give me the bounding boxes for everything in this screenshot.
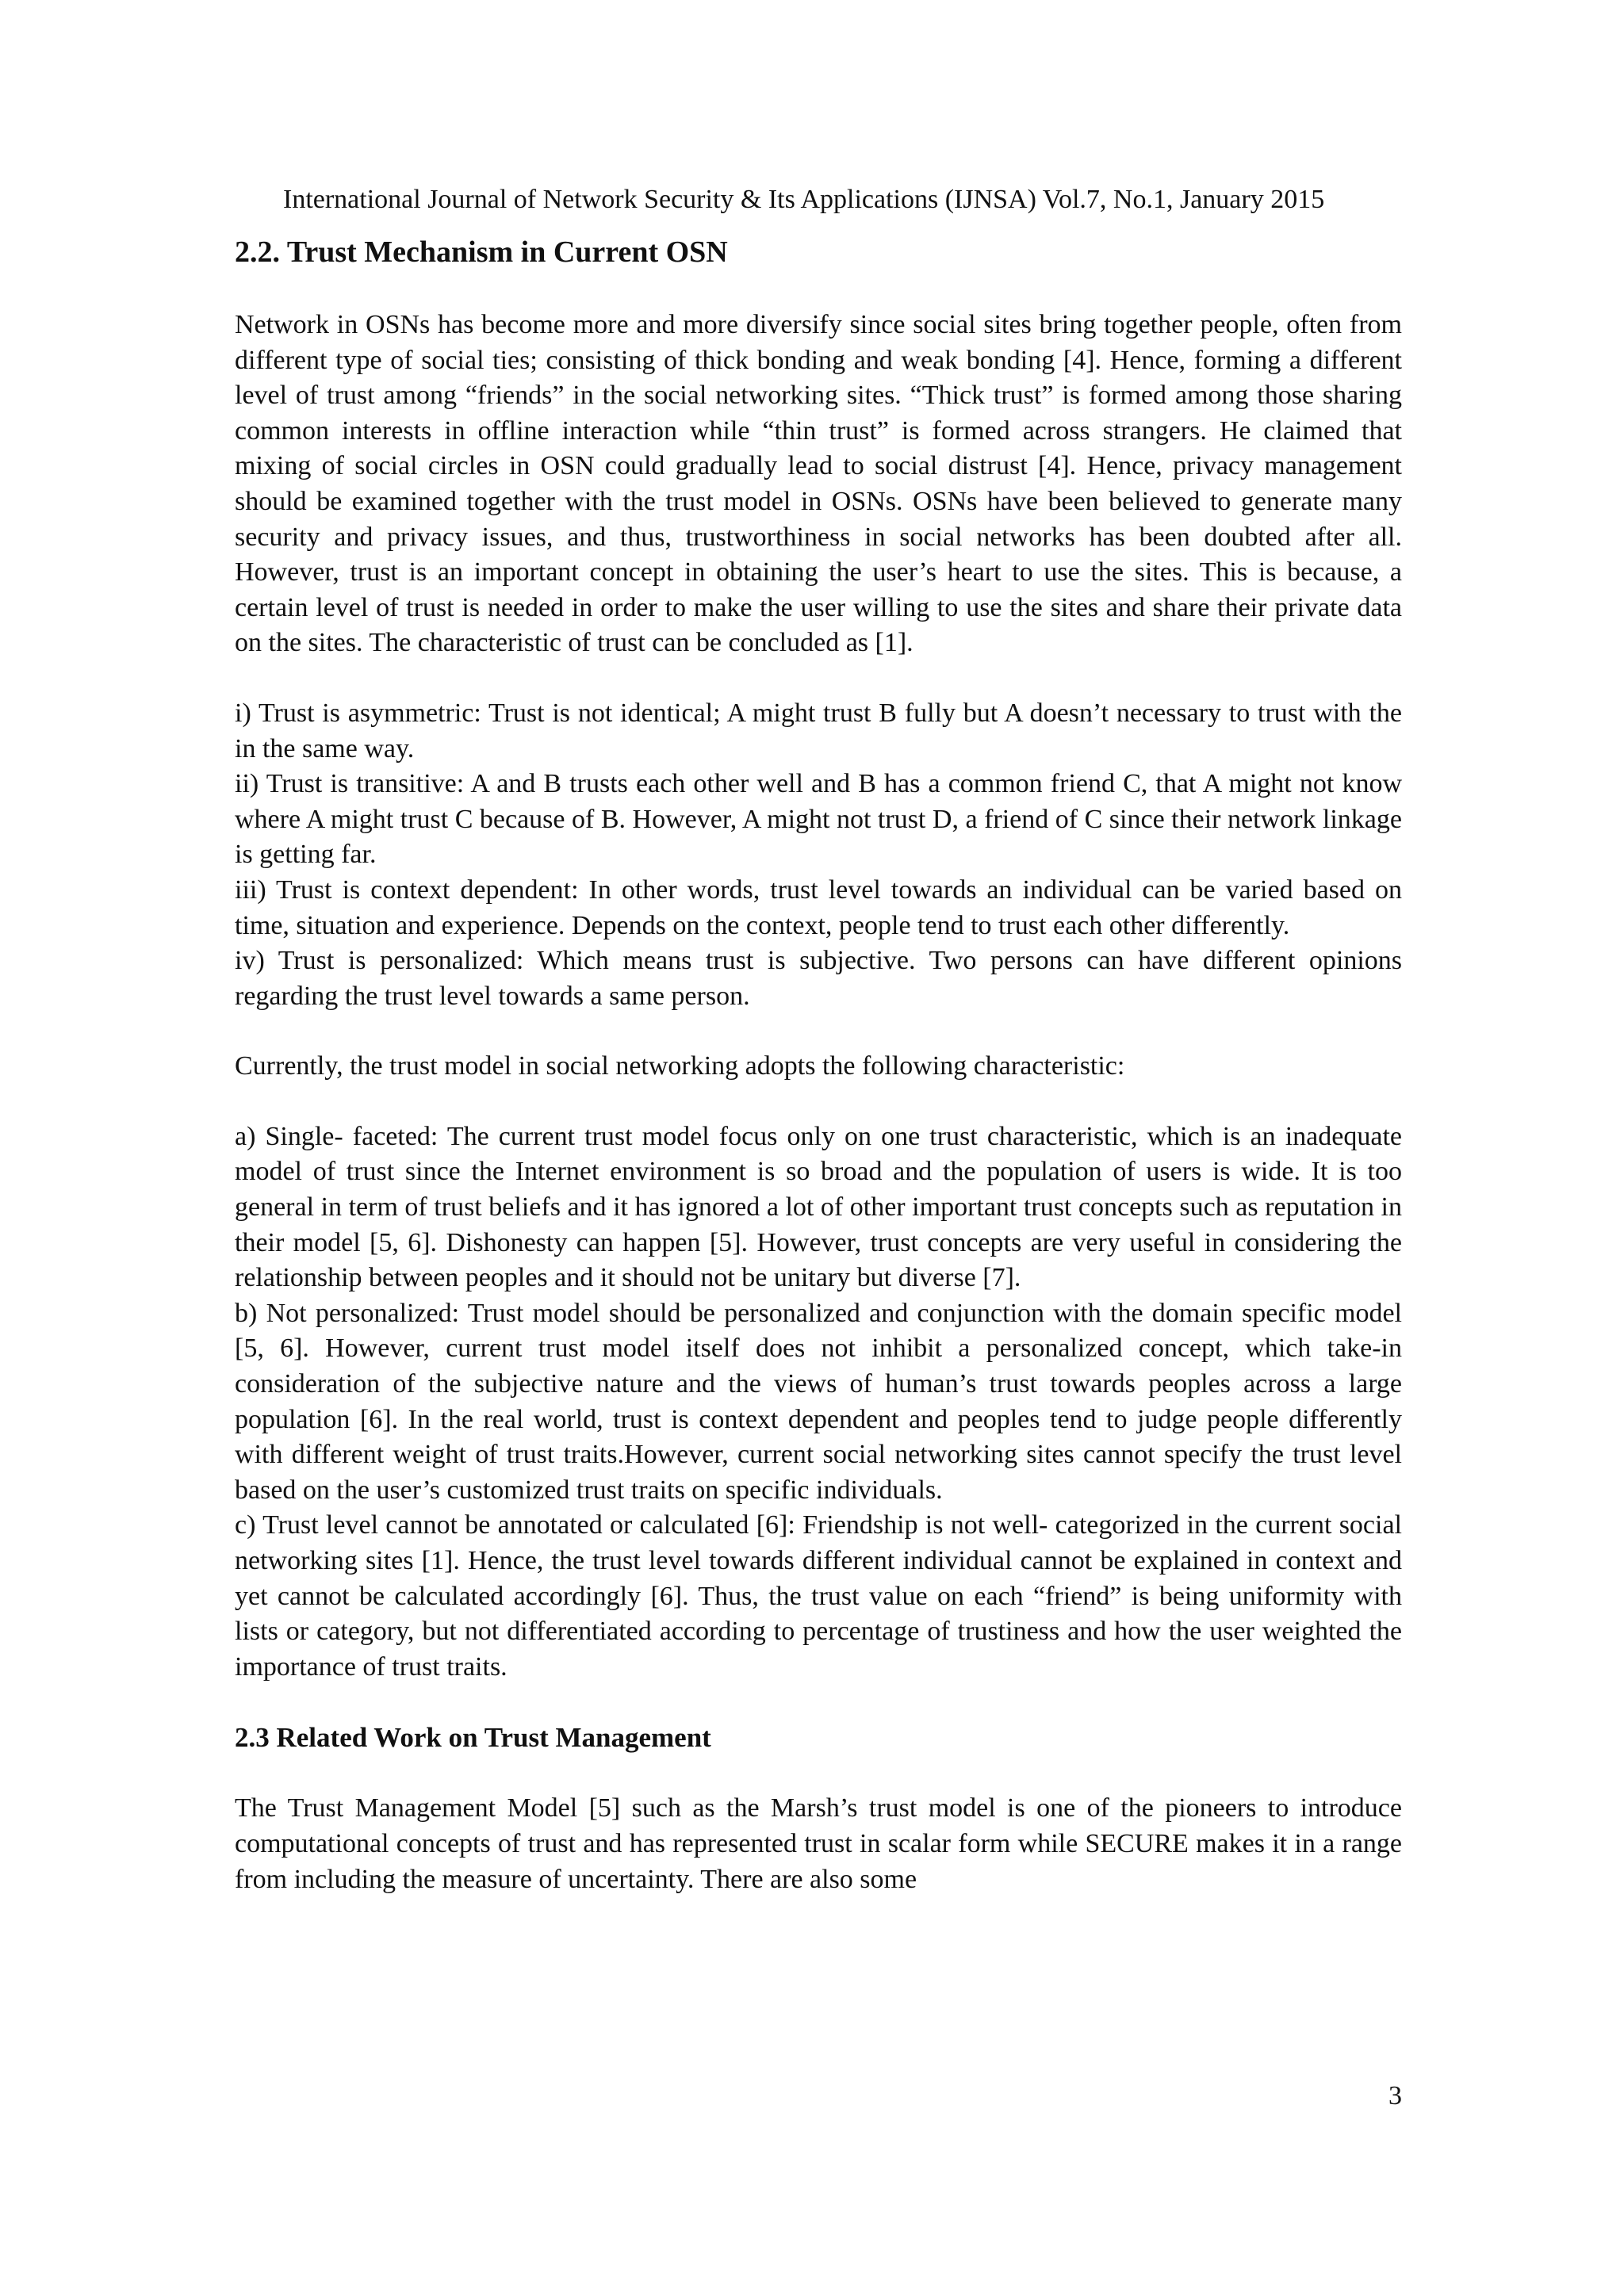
trust-characteristic-transitive: ii) Trust is transitive: A and B trusts each other well and B has a common friend C, that A might not know where A might trust C because of B. However, A might not trust D, a friend of C since their network linkage is getting far. bbox=[235, 769, 1402, 870]
current-model-not-calculated: c) Trust level cannot be annotated or calculated [6]: Friendship is not well- categorized in the current social networking sites [1]. Hence, the trust level towards different individual cannot be explained in context and yet cannot be calculated accordingly [6]. Thus, the trust value on each “friend” is being uniformity with lists or category, but not differentiated according to percentage of trustiness and how the user weighted the importance of trust traits. bbox=[235, 1510, 1402, 1682]
current-model-single-faceted: a) Single- faceted: The current trust model focus only on one trust characteristic, which is an inadequate model of trust since the Internet environment is so broad and the population of users is wide. It is too general in term of trust beliefs and it has ignored a lot of other important trust concepts such as reputation in their model [5, 6]. Dishonesty can happen [5]. However, trust concepts are very useful in considering the relationship between peoples and it should not be unitary but diverse [7]. bbox=[235, 1121, 1402, 1293]
trust-characteristic-context-dependent: iii) Trust is context dependent: In other words, trust level towards an individual can be varied based on time, situation and experience. Depends on the context, people tend to trust each other differently. bbox=[235, 874, 1402, 940]
journal-header: International Journal of Network Security & Its Applications (IJNSA) Vol.7, No.1, January 2015 bbox=[283, 185, 1325, 214]
page-number: 3 bbox=[1388, 2081, 1402, 2110]
trust-characteristic-asymmetric: i) Trust is asymmetric: Trust is not identical; A might trust B fully but A doesn’t necessary to trust with the in the same way. bbox=[235, 698, 1402, 763]
current-model-not-personalized: b) Not personalized: Trust model should be personalized and conjunction with the domain specific model [5, 6]. However, current trust model itself does not inhibit a personalized concept, which take-in consideration of the subjective nature and the views of human’s trust towards peoples across a large population [6]. In the real world, trust is context dependent and peoples tend to judge people differently with different weight of trust traits.However, current social networking sites cannot specify the trust level based on the user’s customized trust traits on specific individuals. bbox=[235, 1298, 1402, 1505]
section-2-2-title: 2.2. Trust Mechanism in Current OSN bbox=[235, 235, 728, 269]
current-model-intro: Currently, the trust model in social networking adopts the following characteristic: bbox=[235, 1051, 1125, 1081]
section-2-2-intro-paragraph: Network in OSNs has become more and more diversify since social sites bring together people, often from different type of social ties; consisting of thick bonding and weak bonding [4]. Hence, forming a different level of trust among “friends” in the social networking sites. “Thick trust” is formed among those sharing common interests in offline interaction while “thin trust” is formed across strangers. He claimed that mixing of social circles in OSN could gradually lead to social distrust [4]. Hence, privacy management should be examined together with the trust model in OSNs. OSNs have been believed to generate many security and privacy issues, and thus, trustworthiness in social networks has been doubted after all. However, trust is an important concept in obtaining the user’s heart to use the sites. This is because, a certain level of trust is needed in order to make the user willing to use the sites and share their private data on the sites. The characteristic of trust can be concluded as [1]. bbox=[235, 310, 1402, 658]
section-2-3-title: 2.3 Related Work on Trust Management bbox=[235, 1722, 711, 1754]
section-2-3-paragraph: The Trust Management Model [5] such as the Marsh’s trust model is one of the pioneers to introduce computational concepts of trust and has represented trust in scalar form while SECURE makes it in a range from including the measure of uncertainty. There are also some bbox=[235, 1793, 1402, 1894]
page-content bbox=[235, 233, 1402, 1897]
trust-characteristic-personalized: iv) Trust is personalized: Which means trust is subjective. Two persons can have different opinions regarding the trust level towards a same person. bbox=[235, 946, 1402, 1011]
